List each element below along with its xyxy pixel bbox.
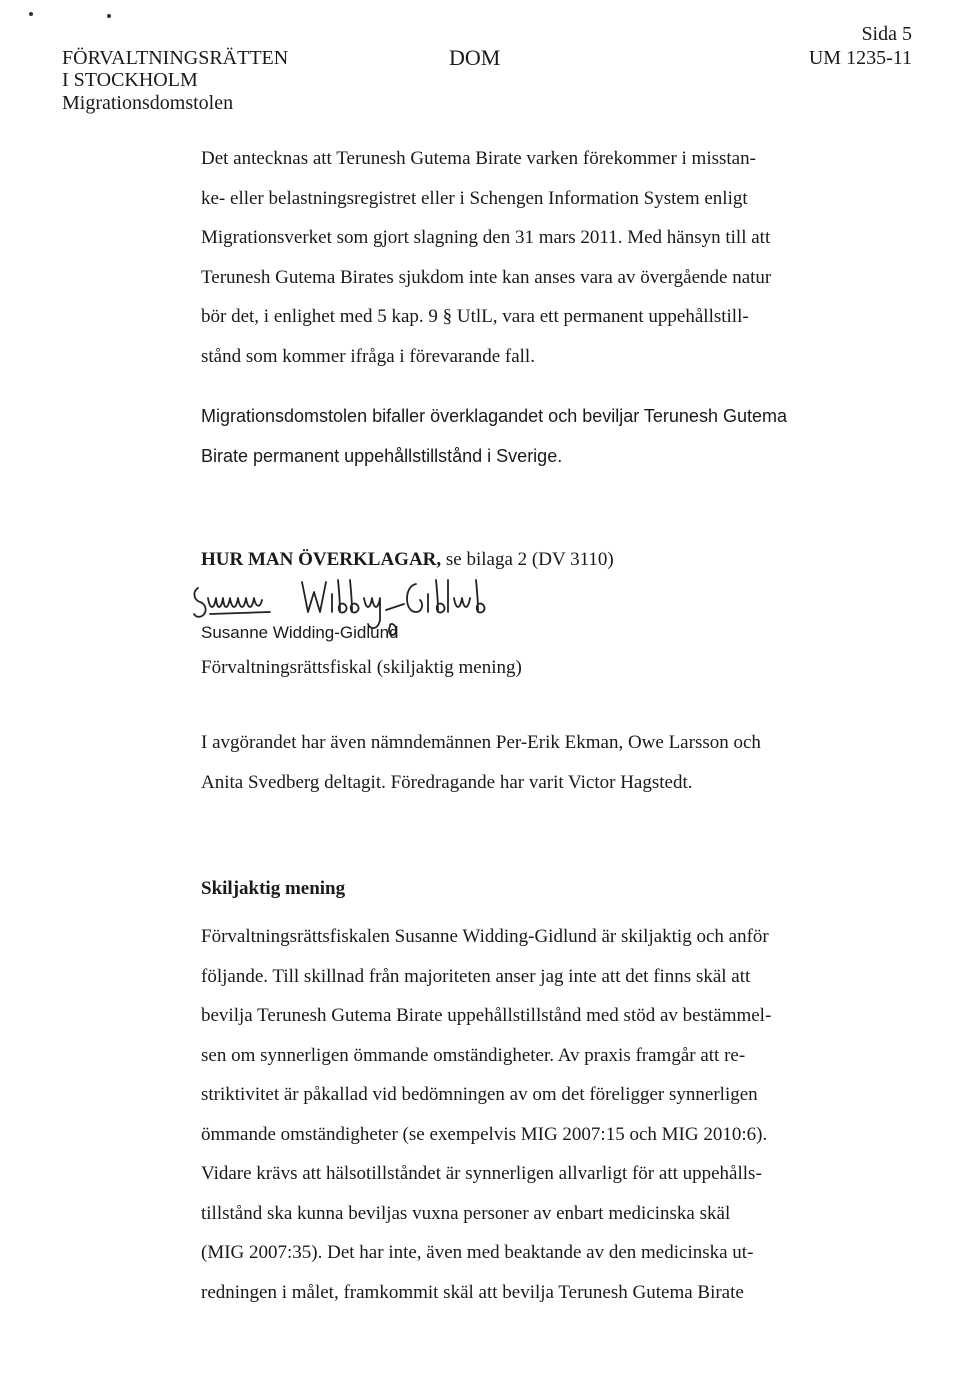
text-line: Terunesh Gutema Birates sjukdom inte kan anses vara av övergående natur	[201, 266, 772, 288]
text-line: följande. Till skillnad från majoriteten anser jag inte att det finns skäl att	[201, 965, 751, 987]
text-line: stånd som kommer ifråga i förevarande fall.	[201, 345, 535, 367]
text-line: Anita Svedberg deltagit. Föredragande har varit Victor Hagstedt.	[201, 771, 693, 793]
text-line: Migrationsverket som gjort slagning den 31 mars 2011. Med hänsyn till att	[201, 227, 771, 248]
text-line: Birate permanent uppehållstillstånd i Sverige.	[201, 445, 563, 466]
signatory-title: Förvaltningsrättsfiskal (skiljaktig mening)	[201, 657, 522, 678]
text-line: redningen i målet, framkommit skäl att bevilja Terunesh Gutema Birate	[201, 1281, 744, 1303]
appeal-instructions	[201, 549, 614, 571]
text-line: Det antecknas att Terunesh Gutema Birate varken förekommer i misstan-	[201, 148, 756, 169]
paragraph-lay-judges	[201, 723, 761, 802]
paragraph-decision	[201, 397, 787, 476]
document-type: DOM	[449, 45, 501, 70]
court-name-line3: Migrationsdomstolen	[62, 92, 234, 114]
dissent-heading: Skiljaktig mening	[201, 878, 346, 899]
appeal-heading: HUR MAN ÖVERKLAGAR,	[201, 549, 442, 570]
appeal-reference: se bilaga 2 (DV 3110)	[441, 549, 614, 570]
text-line: Förvaltningsrättsfiskalen Susanne Widding-Gidlund är skiljaktig och anför	[201, 926, 769, 947]
scan-speck	[107, 14, 111, 18]
court-name-line2: I STOCKHOLM	[62, 69, 198, 91]
signatory-name: Susanne Widding-Gidlund	[201, 623, 399, 642]
text-line: Vidare krävs att hälsotillståndet är synnerligen allvarligt för att uppehålls-	[201, 1163, 762, 1184]
text-line: (MIG 2007:35). Det har inte, även med beaktande av den medicinska ut-	[201, 1242, 754, 1263]
scan-speck	[29, 12, 33, 16]
text-line: ke- eller belastningsregistret eller i Schengen Information System enligt	[201, 187, 748, 209]
text-line: tillstånd ska kunna beviljas vuxna personer av enbart medicinska skäl	[201, 1202, 731, 1224]
text-line: I avgörandet har även nämndemännen Per-Erik Ekman, Owe Larsson och	[201, 732, 761, 753]
court-name-line1: FÖRVALTNINGSRÄTTEN	[62, 47, 289, 69]
case-number: UM 1235-11	[808, 47, 912, 69]
text-line: striktivitet är påkallad vid bedömningen av om det föreligger synnerligen	[201, 1084, 758, 1105]
text-line: bör det, i enlighet med 5 kap. 9 § UtlL, vara ett permanent uppehållstill-	[201, 306, 749, 327]
text-line: Migrationsdomstolen bifaller överklagandet och beviljar Terunesh Gutema	[201, 406, 787, 426]
paragraph-registry-check	[201, 139, 771, 376]
text-line: ömmande omständigheter (se exempelvis MIG 2007:15 och MIG 2010:6).	[201, 1123, 768, 1145]
page-number: Sida 5	[861, 23, 912, 45]
paragraph-dissent	[201, 917, 771, 1312]
text-line: sen om synnerligen ömmande omständigheter. Av praxis framgår att re-	[201, 1044, 746, 1066]
text-line: bevilja Terunesh Gutema Birate uppehållstillstånd med stöd av bestämmel-	[201, 1005, 772, 1026]
